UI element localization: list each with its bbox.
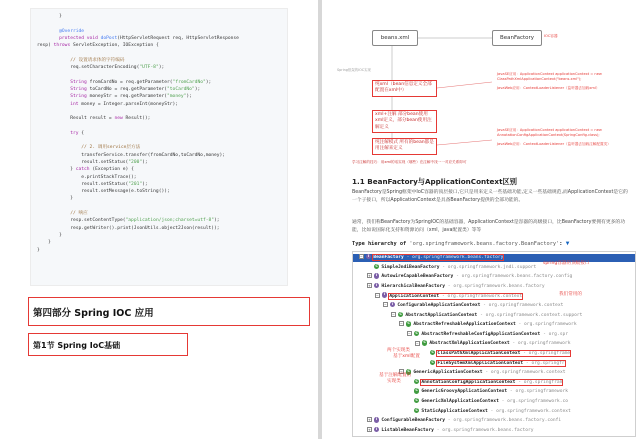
spring-hint: Spring框架的IOC实现 — [337, 68, 371, 72]
tree-node[interactable] — [353, 388, 636, 396]
hierarchy-label: Type hierarchy of — [352, 241, 410, 247]
code-token: fromCardNo = req.getParameter( — [89, 79, 173, 85]
code-line — [37, 159, 281, 166]
code-token: } — [37, 232, 62, 238]
code-line — [37, 71, 281, 78]
code-line — [37, 217, 281, 224]
code-token: catch — [75, 167, 93, 173]
class-icon: C — [431, 359, 435, 364]
package-name: - org.springframework.beans.factory — [403, 255, 504, 261]
type-name: GenericXmlApplicationContext — [421, 399, 499, 405]
interface-icon: I — [374, 283, 379, 288]
paragraph-1: BeanFactory是Spring框架中IoC容器的顶层接口,它只是用来定义一些基础功能,定义一些基础规范,而ApplicationContext是它的一个子接口，所以ApplicationContext是具备BeanFactory提供的全部功能的。 — [352, 190, 628, 204]
collapse-icon[interactable]: − — [400, 369, 403, 375]
tree-node-label — [381, 428, 533, 433]
tree-node-label — [421, 380, 562, 385]
type-name: SimpleJndiBeanFactory — [381, 264, 440, 270]
code-token: new — [114, 116, 126, 122]
package-name: - org.springframework.context — [482, 370, 566, 376]
code-token: transferService.transfer(fromCardNo,toCardNo,money); — [37, 152, 226, 158]
tree-node[interactable] — [353, 264, 636, 272]
tree-node-label — [397, 303, 563, 308]
tree-node-label — [413, 370, 565, 375]
type-name: ConfigurableApplicationContext — [397, 303, 481, 309]
package-name: - org.springframework — [509, 341, 571, 347]
code-line — [37, 181, 281, 188]
code-token: String — [37, 86, 90, 92]
package-name: - org.springframework.context — [439, 293, 523, 299]
code-token: ); — [194, 86, 201, 92]
code-token: "201" — [128, 181, 143, 187]
interface-icon: I — [374, 427, 379, 432]
code-line — [37, 64, 281, 71]
class-icon: C — [399, 311, 403, 316]
code-line — [37, 130, 281, 137]
tree-node-label — [421, 390, 568, 395]
xml-se-note: JavaSE应用：ApplicationContext applicationContext = new ClassPathXmlApplicationContext("beans.xml"); — [497, 72, 602, 81]
interface-icon: I — [374, 273, 379, 278]
code-line — [37, 35, 281, 42]
expand-icon[interactable]: + — [368, 283, 371, 288]
collapse-icon[interactable]: − — [376, 292, 379, 298]
note-anno-impl-2: 实现类 — [387, 379, 401, 384]
tree-node-label — [413, 322, 576, 327]
code-token: toCardNo = req.getParameter( — [89, 86, 168, 92]
code-token: (Exception e) { — [92, 167, 134, 173]
code-token: "application/json;charset=utf-8" — [125, 218, 215, 224]
right-page — [322, 0, 640, 439]
code-token: "toCardNo" — [167, 86, 195, 92]
part-heading: 第四部分 Spring IOC 应用 — [28, 297, 310, 326]
class-icon: C — [375, 263, 379, 268]
code-token: Result result = — [37, 116, 115, 122]
package-name: - org.springfr — [523, 360, 565, 366]
type-name: GenericApplicationContext — [413, 370, 483, 376]
collapse-icon[interactable]: − — [392, 311, 395, 317]
code-line — [37, 49, 281, 56]
interface-icon: I — [382, 292, 387, 297]
code-token: ); — [186, 94, 192, 100]
code-line — [37, 93, 281, 100]
class-icon: C — [407, 321, 411, 326]
code-line — [37, 108, 281, 115]
note-anno-impl-1: 基于注解配置的 — [379, 373, 412, 378]
package-name: - org.springfram — [515, 380, 563, 385]
note-xml-impl-2: 基于xml配置 — [393, 354, 420, 359]
package-name: - org.springframework.beans.factory.config — [453, 274, 573, 280]
class-icon: C — [415, 398, 419, 402]
code-token: String — [37, 94, 90, 100]
code-token: req.setCharacterEncoding( — [37, 65, 140, 71]
code-block — [30, 8, 288, 286]
tree-node-label — [381, 265, 536, 270]
type-name: AutowireCapableBeanFactory — [381, 274, 454, 280]
code-line — [37, 232, 281, 239]
tree-node-label — [381, 274, 572, 279]
section-title: 1.1 BeanFactory与ApplicationContext区别 — [352, 177, 517, 186]
note-top-interface: spring容器的顶级接口 — [543, 261, 590, 266]
section-heading: 第1节 Spring IoC基础 — [28, 333, 188, 356]
package-name: - org.springframework.context — [487, 408, 571, 414]
tree-node-label — [437, 351, 570, 356]
code-line — [37, 203, 281, 210]
tree-node[interactable] — [353, 360, 636, 368]
code-line — [37, 247, 281, 254]
tree-node-label — [421, 332, 568, 337]
anno-se-note: JavaSE应用：ApplicationContext applicationContext = new AnnotationConfigApplicationContext(SpringConfig.class); — [497, 128, 602, 137]
code-line — [37, 152, 281, 159]
code-line — [37, 13, 281, 20]
tree-node[interactable] — [353, 408, 636, 416]
code-token: } — [37, 167, 76, 173]
interface-icon: I — [374, 417, 379, 422]
code-token: int — [37, 101, 82, 107]
annotation-mode-label: 纯注解模式 所有的bean都是用注解来定义 — [372, 138, 437, 155]
tree-node-label — [421, 409, 570, 414]
package-name: - org.springframework.jndi.support — [439, 264, 537, 270]
code-token: protected void — [37, 35, 101, 41]
hierarchy-colon: : — [559, 241, 563, 247]
code-line — [37, 122, 281, 129]
class-icon: C — [415, 388, 419, 393]
class-icon: C — [415, 330, 419, 335]
tree-node[interactable] — [353, 321, 636, 329]
package-name: - org.springframework.beans.factory — [445, 284, 545, 289]
chevron-down-icon[interactable]: ▼ — [565, 240, 570, 247]
collapse-icon[interactable]: − — [400, 321, 403, 327]
left-page — [0, 0, 318, 439]
code-token: "money" — [167, 94, 187, 100]
code-token: @Override — [37, 28, 85, 34]
package-name: - org.spr — [540, 332, 568, 337]
code-line — [37, 188, 281, 195]
package-name: - org.springframework.context.support — [477, 312, 583, 318]
code-token: (HttpServletRequest req, HttpServletResponse — [117, 35, 239, 41]
type-name: ListableBeanFactory — [381, 428, 434, 433]
code-line — [37, 101, 281, 108]
code-line — [37, 239, 281, 246]
code-token: "fromCardNo" — [172, 79, 206, 85]
type-name: BeanFactory — [373, 255, 404, 261]
code-token: ); — [214, 218, 220, 224]
code-line — [37, 20, 281, 27]
tree-node-label — [437, 361, 564, 366]
code-line — [37, 86, 281, 93]
tree-node-label — [405, 313, 582, 318]
code-line — [37, 174, 281, 181]
xml-web-note: JavaWeb应用：ContextLoaderListener（监听器去加载xml） — [497, 86, 600, 90]
code-token: result.setStatus( — [37, 181, 129, 187]
code-line — [37, 28, 281, 35]
tree-node-label — [381, 284, 544, 289]
tree-node[interactable] — [353, 273, 636, 281]
class-icon: C — [423, 340, 427, 345]
type-name: StaticApplicationContext — [421, 408, 488, 414]
code-token: } — [37, 247, 40, 253]
interface-icon: I — [390, 302, 395, 307]
code-line — [37, 57, 281, 64]
mixed-mode-label: xml+注解 部分bean使用xml定义，部分bean使用注解定义 — [372, 110, 437, 133]
learning-hint: 学习注解的技巧：用xml的话实现（哪些）在注解中找一一对应关系即可 — [352, 160, 467, 164]
code-token: ServletException, IOException { — [72, 43, 159, 49]
code-line — [37, 195, 281, 202]
tree-node-label — [373, 255, 503, 260]
code-token: money = Integer.parseInt(moneyStr); — [81, 101, 179, 107]
code-line — [37, 166, 281, 173]
type-name: ApplicationContext — [389, 293, 440, 299]
tree-node-label — [389, 294, 522, 299]
tree-node-label — [421, 399, 568, 404]
package-name: - org.springframework.co — [498, 399, 568, 405]
type-name: HierarchicalBeanFactory — [381, 284, 446, 289]
beanfactory-note: IOC容器 — [544, 34, 558, 38]
code-token: try — [37, 130, 82, 136]
collapse-icon[interactable]: − — [408, 331, 411, 336]
type-name: GenericGroovyApplicationContext — [421, 389, 508, 395]
collapse-icon[interactable]: − — [416, 340, 419, 346]
code-line — [37, 137, 281, 144]
code-token: "UTF-8" — [139, 65, 159, 71]
class-icon: C — [415, 407, 419, 412]
beans-xml-box: beans.xml — [372, 30, 418, 46]
tree-node[interactable] — [353, 331, 636, 339]
code-line — [37, 79, 281, 86]
code-token: } — [37, 240, 51, 246]
type-name: AbstractApplicationContext — [405, 312, 478, 318]
hierarchy-target: 'org.springframework.beans.factory.BeanFactory' — [409, 241, 560, 247]
package-name: - org.springframework — [507, 389, 568, 395]
code-line — [37, 144, 281, 151]
tree-node-label — [381, 418, 561, 423]
package-name: - org.springframe — [520, 351, 571, 357]
code-token: ); — [158, 65, 165, 71]
tree-node[interactable] — [353, 283, 636, 291]
package-name: - org.springframework.context — [480, 303, 564, 309]
type-hierarchy-tree — [352, 251, 636, 437]
note-xml-impl-1: 两个实现类 — [387, 348, 410, 353]
tree-node[interactable] — [353, 427, 636, 435]
code-token: e.printStackTrace(); — [37, 174, 137, 180]
code-token: throws — [53, 43, 73, 49]
code-line — [37, 210, 281, 217]
code-token: Result(); — [125, 116, 151, 122]
code-token: // 设置请求体的字符编码 — [37, 57, 125, 63]
class-icon: C — [431, 350, 435, 354]
code-token: "200" — [128, 159, 143, 165]
paragraph-2: 通常，我们称BeanFactory为SpringIOC的基础容器，ApplicationContext是容器的高级接口，比BeanFactory要拥有更多的功能，比如说国际化支持和资源访问（xml，java配置类）等等 — [352, 220, 626, 234]
package-name: - org.springframework — [515, 322, 577, 328]
code-token: moneyStr = req.getParameter( — [89, 94, 168, 100]
expand-icon[interactable]: + — [368, 417, 371, 423]
expand-icon[interactable]: + — [368, 427, 371, 432]
code-token: // 2. 调用service层方法 — [37, 145, 141, 151]
type-name: FileSystemXmlApplicationContext — [437, 360, 524, 366]
code-token: ); — [142, 159, 148, 165]
code-line — [37, 42, 281, 49]
code-token: result.setMessage(e.toString()); — [37, 189, 170, 195]
code-token: resp.getWriter().print(JsonUtils.object2Json(result)); — [37, 225, 220, 231]
code-token: result.setStatus( — [37, 159, 129, 165]
tree-node[interactable] — [353, 340, 636, 348]
tree-node[interactable] — [353, 254, 636, 262]
type-name: AnnotationConfigApplicationContext — [421, 380, 516, 385]
beanfactory-label: BeanFactory — [499, 35, 535, 41]
beanfactory-box — [492, 30, 542, 46]
code-token: doPost — [100, 35, 118, 41]
anno-web-note: JavaWeb应用：ContextLoaderListener（监听器去加载注解配置类） — [497, 142, 611, 146]
code-token: resp) — [37, 43, 54, 49]
tree-node-label — [429, 342, 570, 347]
collapse-icon[interactable]: − — [360, 254, 363, 260]
tree-node[interactable] — [353, 417, 636, 425]
package-name: - org.springframework.beans.factory.confi — [445, 418, 562, 424]
code-token: { — [81, 130, 85, 136]
code-token: String — [37, 79, 90, 85]
code-token: } — [37, 14, 62, 19]
type-name: AbstractRefreshableConfigApplicationContext — [421, 332, 541, 337]
tree-node[interactable] — [353, 312, 636, 320]
code-line — [37, 225, 281, 232]
tree-node[interactable] — [353, 302, 636, 310]
code-token: } — [37, 196, 73, 202]
xml-mode-label: 纯xml（bean信息定义全部配置在xml中） — [372, 80, 437, 97]
note-app-context: 我们常用的 — [559, 292, 582, 297]
code-token: ); — [205, 79, 212, 85]
type-name: ClassPathXmlApplicationContext — [437, 351, 521, 357]
class-icon: C — [415, 378, 419, 383]
type-name: AbstractRefreshableApplicationContext — [413, 322, 516, 328]
package-name: - org.springframework.beans.factory — [433, 428, 534, 433]
code-line — [37, 115, 281, 122]
expand-icon[interactable]: + — [368, 273, 371, 279]
code-token: ); — [142, 181, 148, 187]
code-token: resp.setContentType( — [37, 218, 126, 224]
tree-node[interactable] — [353, 292, 636, 300]
class-icon: C — [407, 369, 411, 374]
type-name: ConfigurableBeanFactory — [381, 418, 446, 424]
code-token: // 响应 — [37, 211, 88, 217]
interface-icon: I — [366, 254, 371, 259]
hierarchy-title — [352, 240, 569, 247]
type-name: AbstractXmlApplicationContext — [429, 341, 510, 347]
ioc-diagram — [332, 20, 632, 170]
tree-node[interactable] — [353, 398, 636, 406]
collapse-icon[interactable]: − — [384, 302, 387, 308]
